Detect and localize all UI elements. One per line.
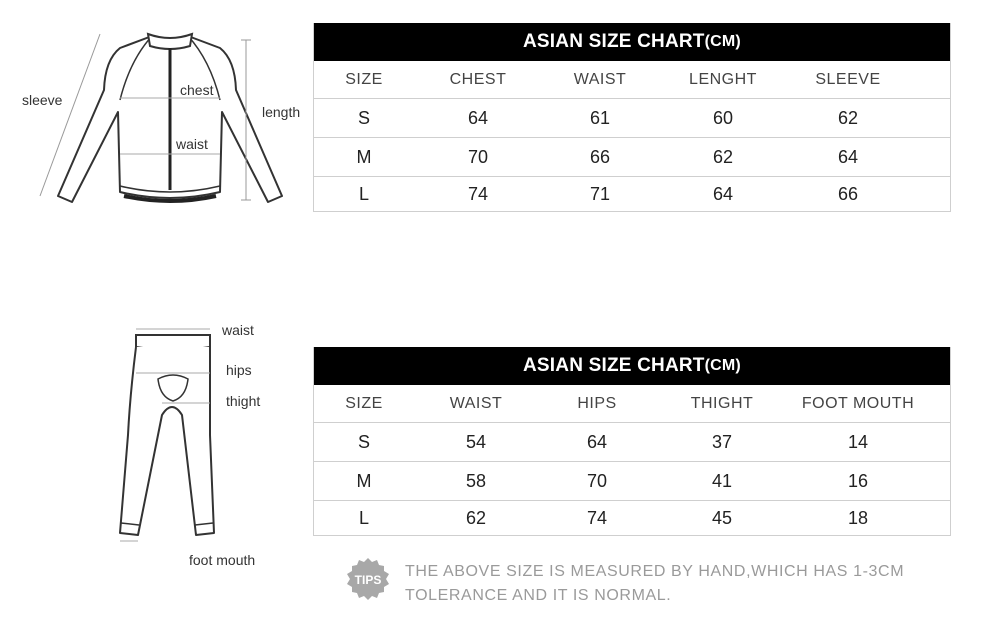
table-cell: 62	[465, 507, 487, 528]
table-cell: 64	[712, 183, 734, 204]
header-cell: CHEST	[449, 70, 507, 88]
table-cell: 37	[711, 431, 733, 452]
header-cell: LENGHT	[689, 70, 757, 88]
table-cell: M	[356, 470, 372, 491]
table-cell: L	[358, 507, 369, 528]
table-cell: 16	[847, 470, 869, 491]
table-cell: 70	[586, 470, 608, 491]
table-cell: 61	[589, 107, 611, 128]
table-cell: 64	[586, 431, 608, 452]
length-label: length	[262, 104, 301, 120]
table-row	[314, 176, 950, 211]
jersey-diagram	[0, 0, 310, 215]
table-cell: 74	[467, 183, 489, 204]
table-cell: 66	[837, 183, 859, 204]
bottom-chart-title: ASIAN SIZE CHART (CM)	[314, 347, 950, 385]
table-cell: 58	[465, 470, 487, 491]
header-cell: WAIST	[449, 394, 503, 412]
table-cell: 54	[465, 431, 487, 452]
table-cell: 70	[467, 146, 489, 167]
unit-label: (CM)	[704, 357, 741, 374]
table-cell: 64	[467, 107, 489, 128]
table-cell: M	[356, 146, 372, 167]
table-row	[314, 422, 950, 461]
table-cell: 41	[711, 470, 733, 491]
header-cell: SIZE	[345, 394, 383, 412]
header-cell: THIGHT	[690, 394, 754, 412]
header-cell: SIZE	[345, 70, 383, 88]
tips-badge-icon	[346, 557, 390, 601]
header-cell: WAIST	[573, 70, 627, 88]
pants-waist-label: waist	[222, 322, 254, 338]
table-header-row	[314, 385, 950, 422]
tips-line-1: THE ABOVE SIZE IS MEASURED BY HAND,WHICH HAS 1-3CM	[405, 563, 905, 580]
table-cell: 45	[711, 507, 733, 528]
header-cell: FOOT MOUTH	[801, 394, 915, 412]
header-cell: SLEEVE	[815, 70, 881, 88]
table-cell: L	[358, 183, 369, 204]
tips-line-2: TOLERANCE AND IT IS NORMAL.	[405, 587, 672, 604]
table-header-row	[314, 61, 950, 98]
tips-badge-label: TIPS	[354, 573, 382, 587]
table-row	[314, 500, 950, 535]
hips-label: hips	[226, 362, 252, 378]
table-cell: 18	[847, 507, 869, 528]
top-size-chart	[313, 23, 951, 212]
table-cell: 62	[837, 107, 859, 128]
foot-mouth-label: foot mouth	[189, 552, 256, 568]
table-cell: 60	[712, 107, 734, 128]
tips-text	[405, 560, 965, 608]
unit-label: (CM)	[704, 33, 741, 50]
table-row	[314, 461, 950, 500]
table-cell: S	[357, 431, 370, 452]
table-cell: 14	[847, 431, 869, 452]
pants-drawing	[100, 315, 300, 575]
table-cell: 74	[586, 507, 608, 528]
table-cell: 62	[712, 146, 734, 167]
header-cell: HIPS	[577, 394, 617, 412]
chest-label: chest	[180, 82, 214, 98]
sleeve-label: sleeve	[22, 92, 63, 108]
table-cell: 71	[589, 183, 611, 204]
table-cell: 66	[589, 146, 611, 167]
pants-diagram	[100, 315, 300, 575]
top-chart-title: ASIAN SIZE CHART (CM)	[314, 23, 950, 61]
tips-badge	[346, 557, 390, 601]
table-cell: S	[357, 107, 370, 128]
table-cell: 64	[837, 146, 859, 167]
table-row	[314, 137, 950, 176]
waist-label: waist	[176, 136, 208, 152]
bottom-size-chart	[313, 347, 951, 536]
table-row	[314, 98, 950, 137]
thight-label: thight	[226, 393, 261, 409]
